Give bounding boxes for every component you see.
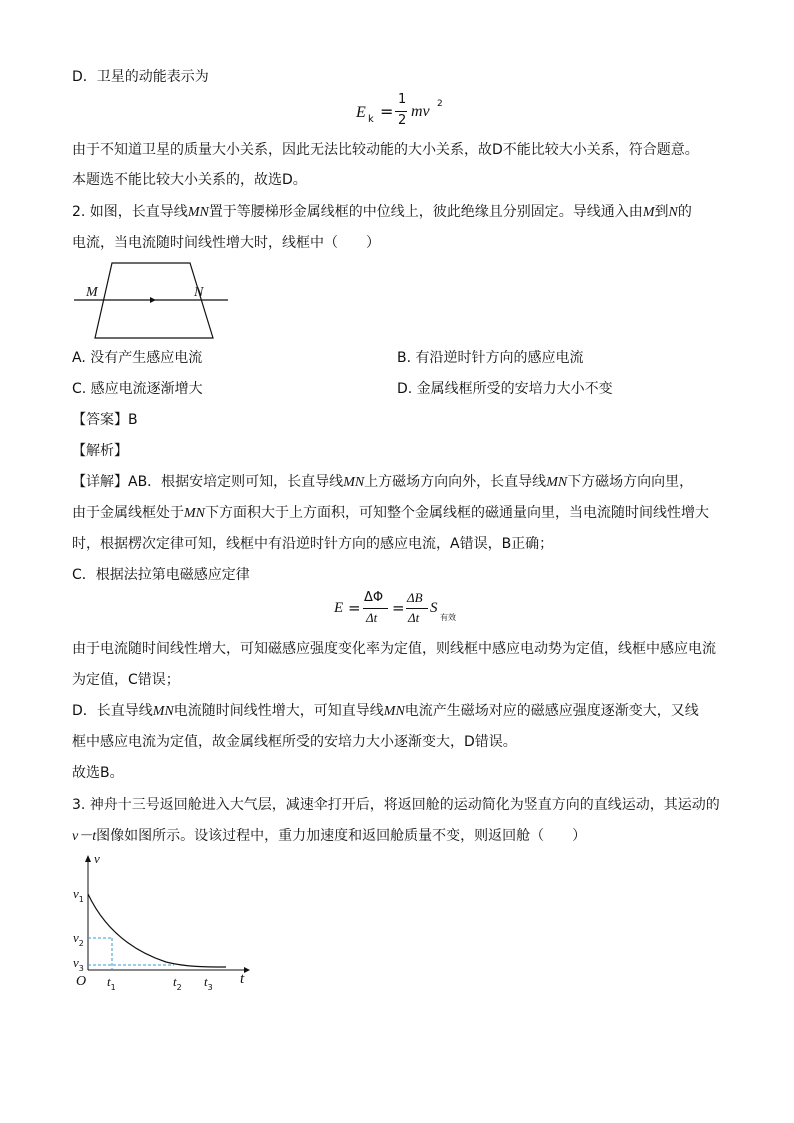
q2-answer: 【答案】B	[72, 412, 138, 428]
faraday-equation	[334, 588, 474, 632]
eq-s: S	[430, 600, 438, 616]
q2-conclusion: 故选B。	[72, 765, 124, 781]
formula-lhs: E	[356, 104, 366, 121]
q1-option-d-intro: D．卫星的动能表示为	[72, 69, 209, 85]
q2-detail-d-line-1: D．长直导线MN电流随时间线性增大，可知直导线MN电流产生磁场对应的磁感应强度逐渐变大，又线	[72, 703, 699, 719]
q1-conclusion: 本题选不能比较大小关系的，故选D。	[72, 172, 307, 188]
q2-option-a: A. 没有产生感应电流	[72, 350, 203, 366]
eq-s-sub: 有效	[440, 613, 456, 622]
kinetic-energy-formula: E k = 1 2 mv 2	[356, 92, 443, 128]
q2-stem-line-1: 2. 如图，长直导线MN置于等腰梯形金属线框的中位线上，彼此绝缘且分别固定。导线通入由M到N的	[72, 204, 692, 220]
v-axis-arrow-icon	[85, 855, 91, 862]
eq-num-2: ΔB	[407, 590, 423, 605]
t3-label: $t_3$	[204, 974, 213, 992]
v1-label: $v_1$	[73, 886, 84, 904]
origin-label: O	[76, 974, 87, 989]
figure-label-n: N	[194, 285, 204, 300]
formula-lhs-sub: k	[368, 114, 374, 125]
q3-stem-line-1: 3. 神舟十三号返回舱进入大气层，减速伞打开后，将返回舱的运动简化为竖直方向的直线运动，其运动的	[72, 797, 720, 813]
eq-equals-2: =	[392, 599, 405, 617]
eq-num-1: ΔΦ	[364, 590, 384, 605]
q2-detail-d-line-2: 框中感应电流为定值，故金属线框所受的安培力大小逐渐变大，D错误。	[72, 734, 517, 750]
q2-detail-line-2: 由于金属线框处于MN下方面积大于上方面积，可知整个金属线框的磁通量向里，当电流随时间线性增大	[72, 505, 709, 521]
figure-label-m: M	[86, 285, 98, 300]
q2-option-d: D. 金属线框所受的安培力大小不变	[397, 381, 613, 397]
v3-label: $v_3$	[73, 955, 84, 973]
v2-label: $v_2$	[73, 930, 84, 948]
q2-option-b: B. 有沿逆时针方向的感应电流	[397, 350, 584, 366]
q2-detail-c-intro: C．根据法拉第电磁感应定律	[72, 567, 250, 583]
eq-equals-1: =	[348, 599, 361, 617]
eq-den-1: Δt	[366, 610, 378, 625]
axis-label-t: t	[240, 971, 245, 987]
velocity-curve	[88, 894, 226, 967]
t1-label: $t_1$	[107, 974, 116, 992]
t2-label: $t_2$	[173, 974, 182, 992]
axis-label-v: v	[94, 851, 100, 866]
formula-frac-den: 2	[398, 113, 407, 128]
t-axis-arrow-icon	[244, 967, 250, 973]
formula-rhs-sup: 2	[437, 99, 443, 109]
q2-detail-c-line-2: 为定值，C错误；	[72, 672, 180, 688]
q2-option-c: C. 感应电流逐渐增大	[72, 381, 203, 397]
current-arrow-icon	[150, 297, 156, 303]
q2-detail-c-line-1: 由于电流随时间线性增大，可知磁感应强度变化率为定值，则线框中感应电动势为定值，线框中感应电流	[72, 641, 716, 657]
q2-analysis-heading: 【解析】	[72, 443, 128, 459]
q3-stem-line-2: v－t图像如图所示。设该过程中，重力加速度和返回舱质量不变，则返回舱（ ）	[72, 828, 587, 844]
formula-frac-num: 1	[398, 92, 407, 107]
q2-stem-line-2: 电流，当电流随时间线性增大时，线框中（ ）	[72, 235, 380, 251]
formula-rhs: mv	[411, 103, 430, 120]
q2-detail-line-3: 时，根据楞次定律可知，线框中有沿逆时针方向的感应电流，A错误，B正确；	[72, 536, 554, 552]
q2-detail-line-1: 【详解】AB．根据安培定则可知，长直导线MN上方磁场方向向外，长直导线MN下方磁场方向向里，	[72, 474, 694, 490]
eq-e: E	[334, 600, 344, 616]
q1-explanation: 由于不知道卫星的质量大小关系，因此无法比较动能的大小关系，故D不能比较大小关系，符合题意。	[72, 142, 699, 158]
eq-den-2: Δt	[408, 610, 420, 625]
vt-graph	[66, 852, 256, 992]
